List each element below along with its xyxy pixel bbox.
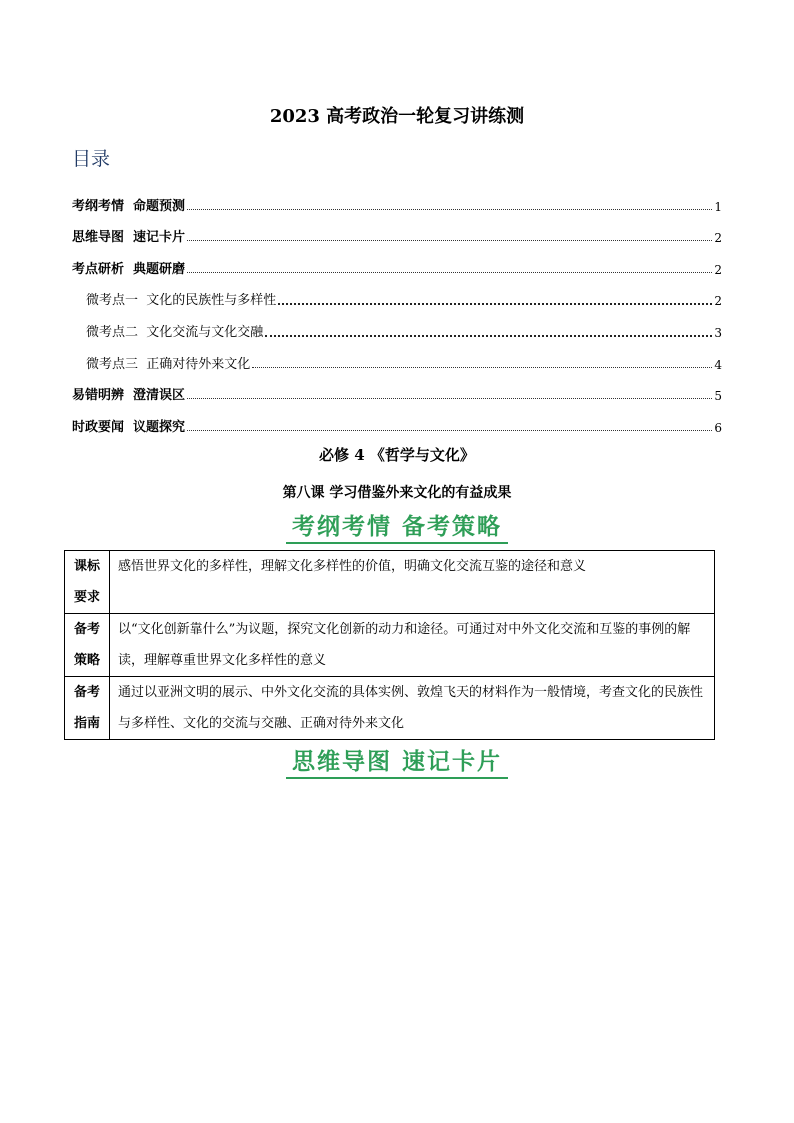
toc-entry-page: 2 xyxy=(714,262,722,277)
toc-entry[interactable] xyxy=(72,248,722,280)
toc-entry[interactable] xyxy=(72,375,722,407)
row-label-cell xyxy=(65,614,110,677)
table-of-contents xyxy=(72,185,722,438)
toc-entry-label: 时政要闻 议题探究 xyxy=(72,419,186,435)
row-label-line: 要求 xyxy=(73,590,100,605)
table-row xyxy=(65,551,715,614)
toc-dot-leader xyxy=(187,397,712,399)
toc-entry-label: 微考点三 正确对待外来文化 xyxy=(86,356,251,372)
toc-entry[interactable] xyxy=(72,406,722,438)
row-label-line: 指南 xyxy=(73,716,100,731)
exam-outline-banner-text: 考纲考情 备考策略 xyxy=(286,512,508,544)
toc-heading: 目录 xyxy=(72,148,111,170)
toc-dot-leader xyxy=(187,208,712,210)
table-row xyxy=(65,677,715,740)
row-content-cell: 以“文化创新靠什么”为议题，探究文化创新的动力和途径。可通过对中外文化交流和互鉴的事例的解读，理解尊重世界文化多样性的意义 xyxy=(110,614,715,677)
toc-subentry[interactable] xyxy=(72,311,722,343)
toc-entry-page: 3 xyxy=(714,325,722,340)
table-row xyxy=(65,614,715,677)
toc-entry-label: 考点研析 典题研磨 xyxy=(72,261,186,277)
toc-dot-leader xyxy=(187,271,712,273)
toc-entry-label: 微考点一 文化的民族性与多样性 xyxy=(86,293,277,309)
toc-entry-page: 4 xyxy=(714,357,722,372)
row-content-cell: 通过以亚洲文明的展示、中外文化交流的具体实例、敦煌飞天的材料作为一般情境，考查文化的民族性与多样性、文化的交流与交融、正确对待外来文化 xyxy=(110,677,715,740)
row-content-cell: 感悟世界文化的多样性，理解文化多样性的价值，明确文化交流互鉴的途径和意义 xyxy=(110,551,715,614)
mind-map-banner xyxy=(0,747,794,779)
lesson-title: 第八课 学习借鉴外来文化的有益成果 xyxy=(282,485,512,501)
toc-dot-leader xyxy=(187,239,712,241)
toc-entry-label: 易错明辨 澄清误区 xyxy=(72,388,186,404)
row-label-line: 备考 xyxy=(73,685,100,700)
module-title: 必修 4 《哲学与文化》 xyxy=(319,446,475,464)
row-label-cell xyxy=(65,677,110,740)
toc-entry-page: 2 xyxy=(714,294,722,309)
toc-entry[interactable] xyxy=(72,185,722,217)
row-label-cell xyxy=(65,551,110,614)
toc-subentry[interactable] xyxy=(72,280,722,312)
toc-dot-leader xyxy=(265,334,712,337)
row-label-line: 课标 xyxy=(73,559,100,574)
exam-outline-banner xyxy=(0,512,794,544)
row-label-line: 策略 xyxy=(73,653,100,668)
toc-entry-page: 5 xyxy=(714,389,722,404)
toc-dot-leader xyxy=(278,302,712,305)
toc-dot-leader xyxy=(187,429,712,431)
toc-entry-page: 6 xyxy=(714,420,722,435)
toc-entry-page: 1 xyxy=(714,199,722,214)
row-label-line: 备考 xyxy=(73,622,100,637)
mind-map-banner-text: 思维导图 速记卡片 xyxy=(286,747,508,779)
document-title: 2023 高考政治一轮复习讲练测 xyxy=(269,106,525,127)
exam-requirements-table xyxy=(64,550,715,740)
toc-dot-leader xyxy=(252,366,712,368)
toc-entry-label: 考纲考情 命题预测 xyxy=(72,198,186,214)
toc-subentry[interactable] xyxy=(72,343,722,375)
toc-entry[interactable] xyxy=(72,217,722,249)
toc-entry-label: 微考点二 文化交流与文化交融 xyxy=(86,324,264,340)
toc-entry-label: 思维导图 速记卡片 xyxy=(72,230,186,246)
toc-entry-page: 2 xyxy=(714,231,722,246)
